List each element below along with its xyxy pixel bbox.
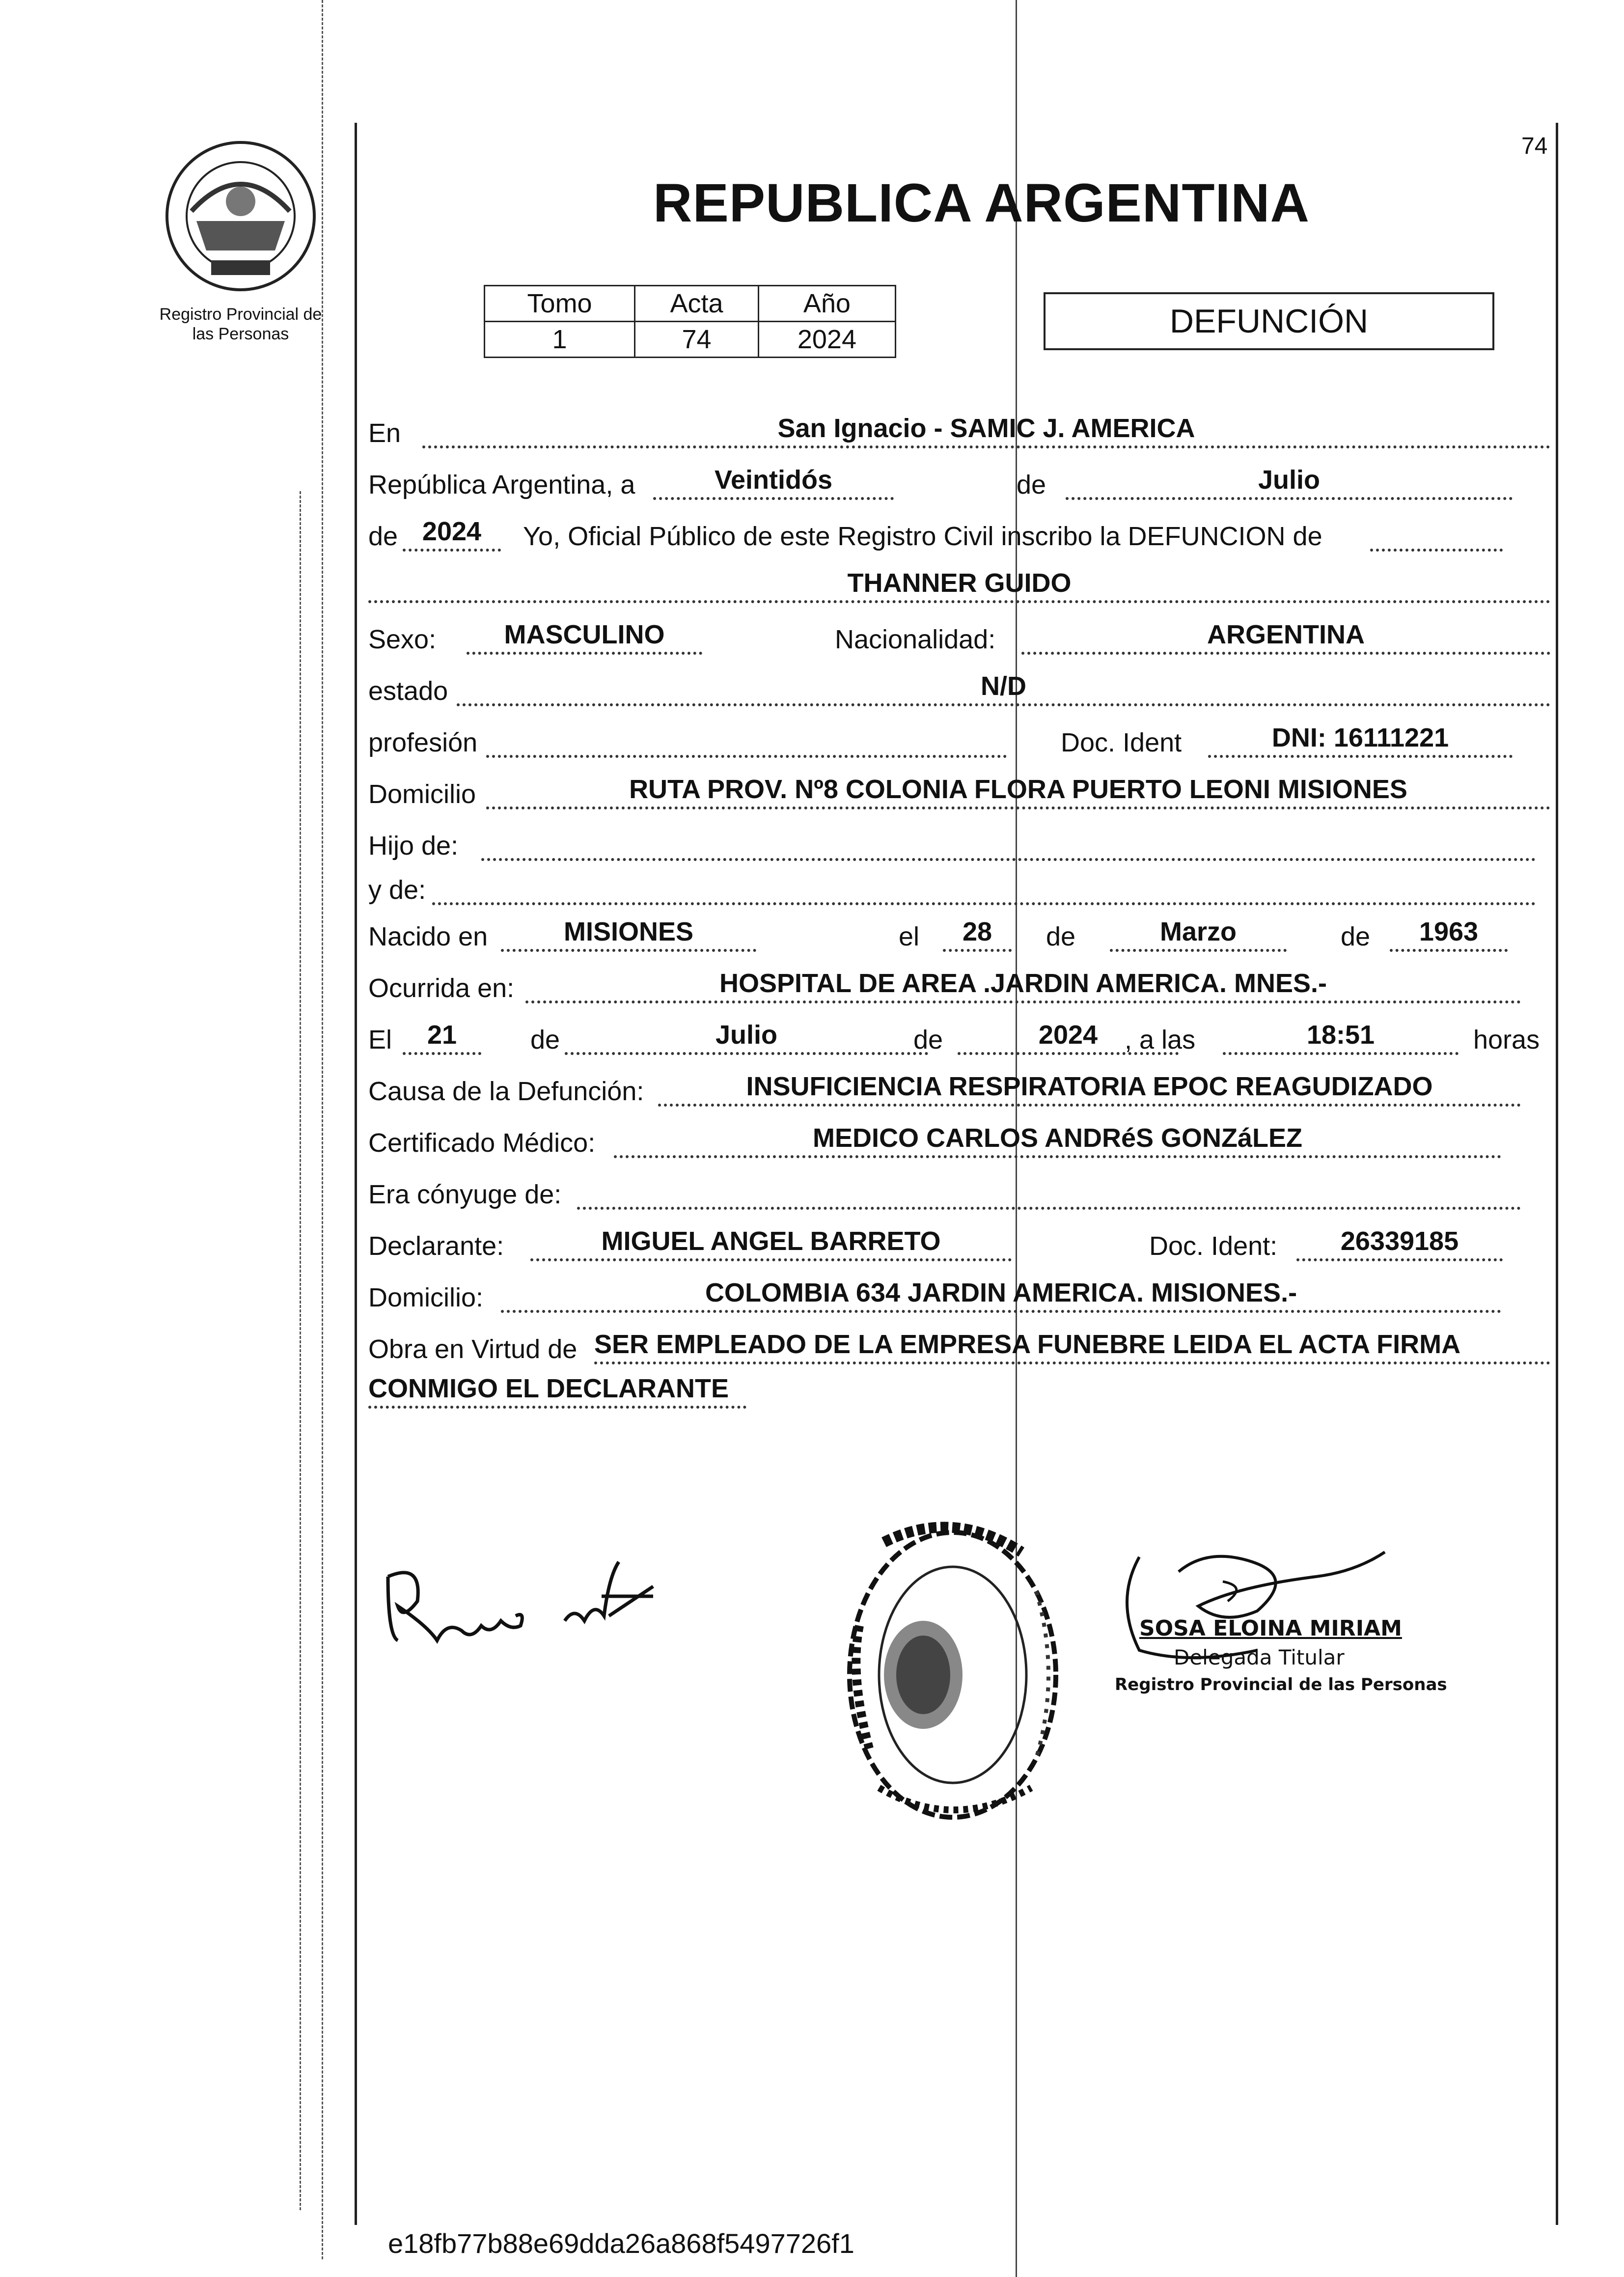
death-month-field xyxy=(565,1018,928,1055)
row-sexo xyxy=(368,616,1550,661)
registry-seal xyxy=(162,138,319,295)
declarante-field xyxy=(530,1224,1012,1261)
record-header-ano: Año xyxy=(758,286,895,322)
en-field xyxy=(422,411,1550,448)
month-value: Julio xyxy=(1258,465,1320,495)
record-value-tomo: 1 xyxy=(485,322,635,358)
birth-day-value: 28 xyxy=(962,917,992,946)
estado-label: estado xyxy=(368,676,448,706)
yde-label: y de: xyxy=(368,875,426,905)
official-role: Delegada Titular xyxy=(1174,1645,1345,1669)
doc-field xyxy=(1208,721,1513,758)
row-domicilio xyxy=(368,771,1550,815)
year-value: 2024 xyxy=(422,517,482,546)
row-fecha xyxy=(368,462,1550,506)
official-name: SOSA ELOINA MIRIAM xyxy=(1139,1616,1402,1641)
row-ocurrida xyxy=(368,965,1550,1009)
death-month-value: Julio xyxy=(715,1020,777,1050)
nacido-value: MISIONES xyxy=(563,917,694,946)
page-number: 74 xyxy=(1521,133,1548,159)
row-yo xyxy=(368,513,1550,557)
nacionalidad-label: Nacionalidad: xyxy=(835,625,996,654)
hijo-label: Hijo de: xyxy=(368,831,459,861)
row-obra-2 xyxy=(368,1370,1550,1415)
profesion-label: profesión xyxy=(368,728,478,757)
nacido-label: Nacido en xyxy=(368,922,488,951)
alas-label: , a las xyxy=(1125,1025,1196,1055)
day-words-value: Veintidós xyxy=(714,465,833,495)
obra-value-line1: SER EMPLEADO DE LA EMPRESA FUNEBRE LEIDA EL ACTA FIRMA xyxy=(594,1330,1461,1359)
ocurrida-label: Ocurrida en: xyxy=(368,973,515,1003)
conyuge-label: Era cónyuge de: xyxy=(368,1180,562,1209)
birth-month-value: Marzo xyxy=(1159,917,1237,946)
row-fecha-defuncion xyxy=(368,1017,1550,1061)
domicilio2-value: COLOMBIA 634 JARDIN AMERICA. MISIONES.- xyxy=(705,1278,1297,1307)
death-year-value: 2024 xyxy=(1038,1020,1098,1050)
estado-field xyxy=(457,669,1550,706)
obra-field-2 xyxy=(368,1371,746,1409)
day-words-field xyxy=(653,463,894,500)
doc-value: DNI: 16111221 xyxy=(1271,723,1449,752)
rep-label: República Argentina, a xyxy=(368,470,635,500)
de3-label: de xyxy=(1046,922,1076,951)
birth-month-field xyxy=(1110,915,1287,952)
registry-caption-line1: Registro Provincial de xyxy=(159,305,322,324)
de5-label: de xyxy=(530,1025,560,1055)
obra-field xyxy=(594,1327,1550,1364)
domicilio-value: RUTA PROV. Nº8 COLONIA FLORA PUERTO LEONI MISIONES xyxy=(629,775,1407,804)
year-field xyxy=(403,514,501,552)
row-hijo xyxy=(368,823,1550,867)
record-table xyxy=(484,285,896,358)
row-en xyxy=(368,410,1550,454)
death-time-field xyxy=(1223,1018,1459,1055)
record-value-ano: 2024 xyxy=(758,322,895,358)
row-profesion xyxy=(368,720,1550,764)
death-time-value: 18:51 xyxy=(1306,1020,1375,1050)
cert-label: Certificado Médico: xyxy=(368,1128,596,1158)
birth-year-value: 1963 xyxy=(1419,917,1479,946)
death-day-value: 21 xyxy=(427,1020,457,1050)
horas-label: horas xyxy=(1473,1025,1540,1055)
row-estado xyxy=(368,668,1550,712)
causa-value: INSUFICIENCIA RESPIRATORIA EPOC REAGUDIZADO xyxy=(746,1072,1433,1101)
yde-field xyxy=(432,868,1536,905)
de2-label: de xyxy=(368,522,398,551)
registry-caption-line2: las Personas xyxy=(192,325,289,343)
yo-trail-field xyxy=(1370,514,1503,552)
de-label: de xyxy=(1017,470,1046,500)
row-nacido xyxy=(368,914,1550,958)
birth-day-field xyxy=(943,915,1012,952)
birth-year-field xyxy=(1390,915,1508,952)
declarante-label: Declarante: xyxy=(368,1231,504,1261)
row-causa xyxy=(368,1068,1550,1112)
causa-field xyxy=(658,1069,1521,1107)
sexo-field xyxy=(467,617,702,655)
domicilio-field xyxy=(486,772,1550,809)
official-office: Registro Provincial de las Personas xyxy=(1115,1675,1447,1694)
de6-label: de xyxy=(913,1025,943,1055)
row-yde xyxy=(368,867,1550,911)
cert-value: MEDICO CARLOS ANDRéS GONZáLEZ xyxy=(812,1123,1303,1153)
doc2-label: Doc. Ident: xyxy=(1149,1231,1278,1261)
domicilio2-field xyxy=(501,1276,1501,1313)
record-type-box: DEFUNCIÓN xyxy=(1044,292,1494,350)
doc2-value: 26339185 xyxy=(1340,1226,1459,1256)
yo-text: Yo, Oficial Público de este Registro Civil inscribo la DEFUNCION de xyxy=(523,522,1322,551)
domicilio-label: Domicilio xyxy=(368,779,476,809)
el-label: el xyxy=(899,922,920,951)
doc-label: Doc. Ident xyxy=(1061,728,1182,757)
row-obra xyxy=(368,1326,1550,1370)
margin-dash-line-2 xyxy=(300,491,301,2210)
row-declarante xyxy=(368,1223,1550,1267)
left-rule xyxy=(355,123,357,2225)
row-nombre xyxy=(368,565,1550,609)
ocurrida-value: HOSPITAL DE AREA .JARDIN AMERICA. MNES.- xyxy=(719,969,1327,998)
de4-label: de xyxy=(1341,922,1371,951)
month-field xyxy=(1066,463,1513,500)
conyuge-field xyxy=(577,1172,1521,1210)
en-value: San Ignacio - SAMIC J. AMERICA xyxy=(777,414,1195,443)
official-signature xyxy=(1110,1542,1414,1660)
obra-value-line2: CONMIGO EL DECLARANTE xyxy=(368,1374,729,1403)
declarant-signature xyxy=(378,1547,683,1655)
official-stamp xyxy=(825,1513,1080,1837)
domicilio2-label: Domicilio: xyxy=(368,1283,484,1312)
nacionalidad-value: ARGENTINA xyxy=(1207,620,1365,649)
record-header-acta: Acta xyxy=(635,286,759,322)
page-title: REPUBLICA ARGENTINA xyxy=(653,173,1310,233)
en-label: En xyxy=(368,418,401,448)
hijo-field xyxy=(481,824,1536,861)
el2-label: El xyxy=(368,1025,392,1055)
obra-label: Obra en Virtud de xyxy=(368,1334,578,1364)
doc2-field xyxy=(1296,1224,1503,1261)
row-certificado xyxy=(368,1120,1550,1164)
row-conyuge xyxy=(368,1171,1550,1216)
causa-label: Causa de la Defunción: xyxy=(368,1077,644,1106)
nacionalidad-field xyxy=(1021,617,1550,655)
declarante-value: MIGUEL ANGEL BARRETO xyxy=(601,1226,941,1256)
deceased-name-field xyxy=(368,566,1550,603)
estado-value: N/D xyxy=(981,671,1026,701)
nacido-field xyxy=(501,915,756,952)
sexo-label: Sexo: xyxy=(368,625,437,654)
registry-caption xyxy=(123,305,358,344)
deceased-name-value: THANNER GUIDO xyxy=(847,568,1072,598)
record-header-tomo: Tomo xyxy=(485,286,635,322)
right-rule xyxy=(1556,123,1558,2225)
sexo-value: MASCULINO xyxy=(504,620,665,649)
record-value-acta: 74 xyxy=(635,322,759,358)
profesion-field xyxy=(486,721,1007,758)
cert-field xyxy=(614,1121,1501,1158)
document-hash: e18fb77b88e69dda26a868f5497726f1 xyxy=(388,2228,854,2259)
row-domicilio2 xyxy=(368,1275,1550,1319)
death-day-field xyxy=(403,1018,481,1055)
ocurrida-field xyxy=(525,966,1521,1003)
